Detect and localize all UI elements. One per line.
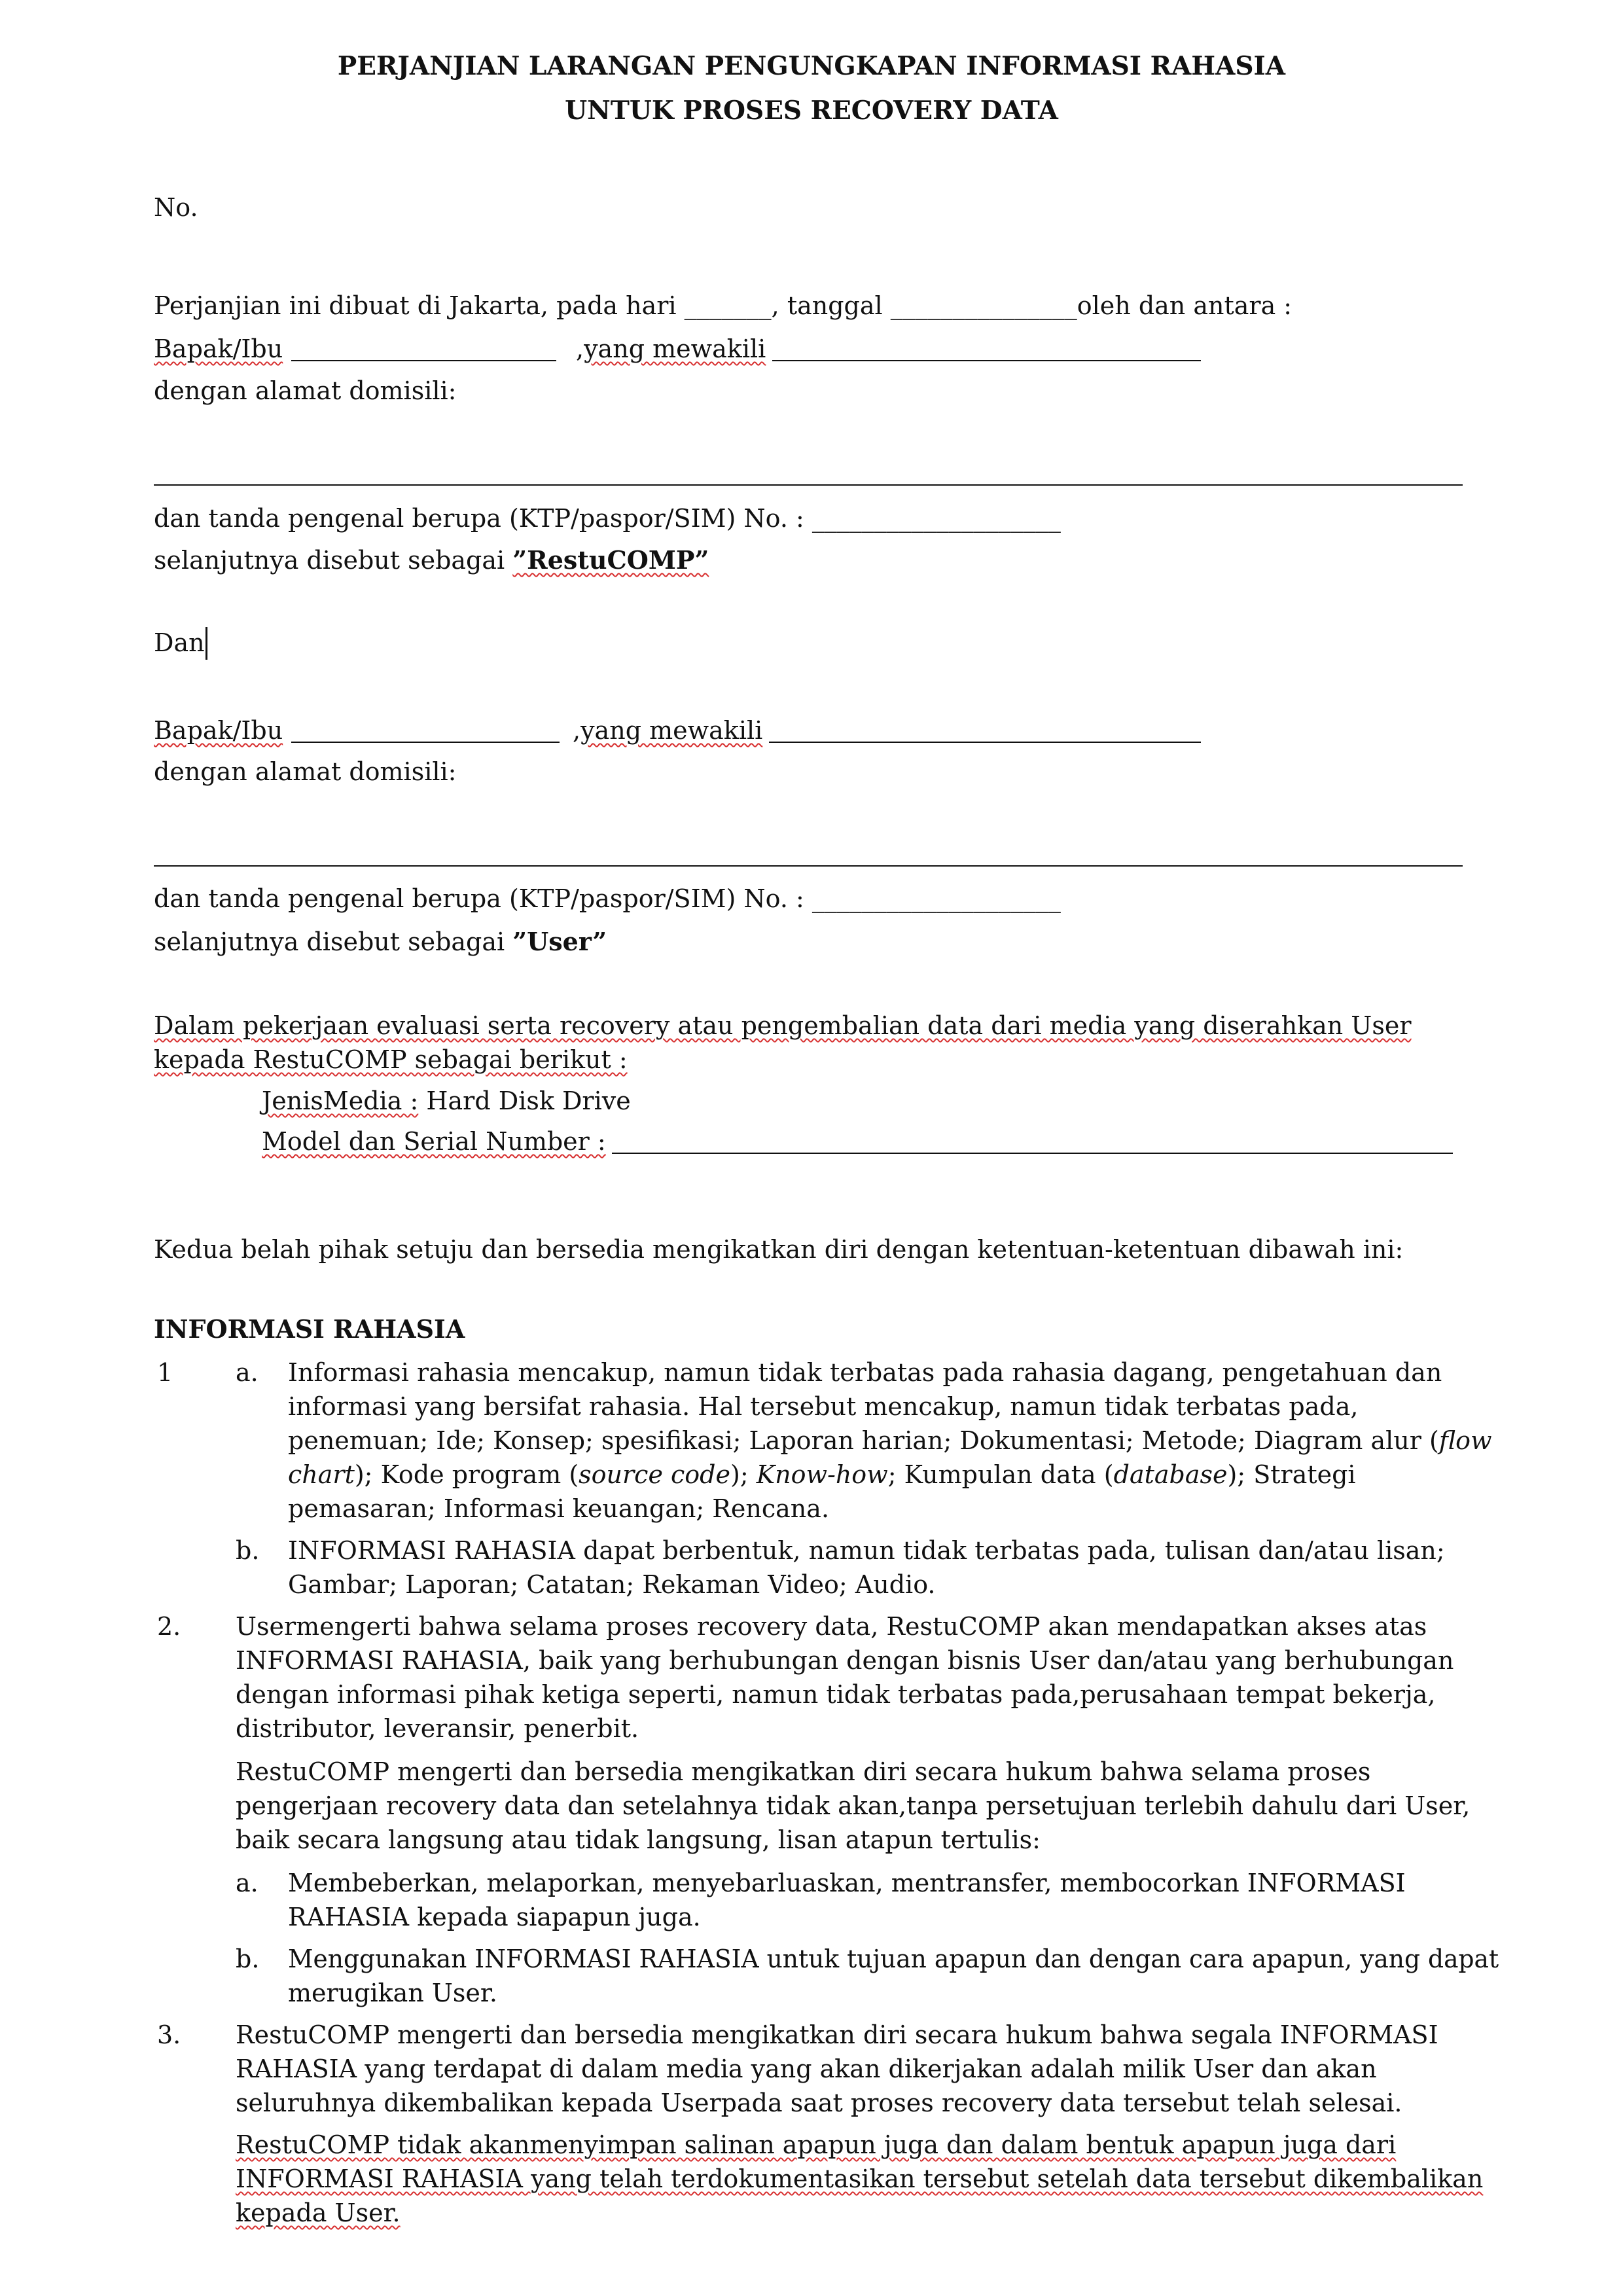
party2-designation: selanjutnya disebut sebagai ”User” <box>154 927 607 956</box>
clause1-b-label: b. <box>236 1536 260 1565</box>
party2-bapak-ibu-label: Bapak/Ibu <box>154 716 283 745</box>
clause3-p1-line-3: seluruhnya dikembalikan kepada Userpada saat proses recovery data tersebut telah selesai. <box>236 2089 1402 2117</box>
clause3-p1-line-1: RestuCOMP mengerti dan bersedia mengikatkan diri secara hukum bahwa segala INFORMASI <box>236 2020 1438 2049</box>
party2-name-blank[interactable] <box>291 742 560 743</box>
clause2-p1-line-1: Usermengerti bahwa selama proses recovery data, RestuCOMP akan mendapatkan akses atas <box>236 1612 1427 1641</box>
document-title-line-2: UNTUK PROSES RECOVERY DATA <box>565 96 1058 126</box>
clause2-p2-line-3: baik secara langsung atau tidak langsung, lisan atapun tertulis: <box>236 1825 1041 1854</box>
clause1-a-line-2: informasi yang bersifat rahasia. Hal tersebut mencakup, namun tidak terbatas pada, <box>288 1392 1359 1421</box>
party2-represents-blank[interactable] <box>769 742 1201 743</box>
media-intro-line-2: kepada RestuCOMP sebagai berikut : <box>154 1045 628 1074</box>
clause1-number: 1 <box>157 1358 173 1387</box>
party1-name-blank[interactable] <box>291 360 556 361</box>
clause2-a-label: a. <box>236 1869 259 1897</box>
media-model-serial-label: Model dan Serial Number : <box>262 1127 606 1156</box>
clause3-p2-line-3: kepada User. <box>236 2198 401 2227</box>
party2-address-blank[interactable] <box>154 865 1463 867</box>
clause3-p1-line-2: RAHASIA yang terdapat di dalam media yang akan dikerjakan adalah milik User dan akan <box>236 2054 1377 2083</box>
clause2-b-line-1: Menggunakan INFORMASI RAHASIA untuk tujuan apapun dan dengan cara apapun, yang dapat <box>288 1945 1499 1973</box>
clause2-number: 2. <box>157 1612 181 1641</box>
dan-separator: Dan <box>154 628 205 657</box>
clause2-p2-line-1: RestuCOMP mengerti dan bersedia mengikatkan diri secara hukum bahwa selama proses <box>236 1757 1371 1786</box>
media-intro-line-1: Dalam pekerjaan evaluasi serta recovery atau pengembalian data dari media yang diserahkan User <box>154 1011 1412 1040</box>
clause3-number: 3. <box>157 2020 181 2049</box>
party1-represents-label: ,yang mewakili <box>576 334 766 363</box>
party1-address-label: dengan alamat domisili: <box>154 376 457 405</box>
party1-id-line: dan tanda pengenal berupa (KTP/paspor/SIM) No. : ____________________ <box>154 504 1061 533</box>
clause2-a-line-2: RAHASIA kepada siapapun juga. <box>288 1903 701 1931</box>
clause2-p1-line-3: dengan informasi pihak ketiga seperti, namun tidak terbatas pada,perusahaan tempat bekerja, <box>236 1680 1436 1709</box>
party2-represents-label: ,yang mewakili <box>573 716 763 745</box>
agreement-line: Kedua belah pihak setuju dan bersedia mengikatkan diri dengan ketentuan-ketentuan dibawah ini: <box>154 1235 1404 1264</box>
text-cursor <box>205 627 207 660</box>
party2-address-label: dengan alamat domisili: <box>154 757 457 786</box>
party1-address-blank[interactable] <box>154 484 1463 486</box>
clause2-b-line-2: merugikan User. <box>288 1979 497 2007</box>
clause3-p2-line-1: RestuCOMP tidak akanmenyimpan salinan apapun juga dan dalam bentuk apapun juga dari <box>236 2130 1397 2159</box>
media-model-serial-blank[interactable] <box>612 1153 1453 1154</box>
clause1-b-line-1: INFORMASI RAHASIA dapat berbentuk, namun tidak terbatas pada, tulisan dan/atau lisan; <box>288 1536 1445 1565</box>
clause1-a-line-1: Informasi rahasia mencakup, namun tidak terbatas pada rahasia dagang, pengetahuan dan <box>288 1358 1442 1387</box>
clause2-p1-line-4: distributor, leveransir, penerbit. <box>236 1714 639 1743</box>
clause3-p2-line-2: INFORMASI RAHASIA yang telah terdokumentasikan tersebut setelah data tersebut dikembalikan <box>236 2164 1484 2193</box>
clause1-a-line-5: pemasaran; Informasi keuangan; Rencana. <box>288 1494 830 1523</box>
clause1-a-label: a. <box>236 1358 259 1387</box>
number-label: No. <box>154 193 198 222</box>
intro-made-in: Perjanjian ini dibuat di Jakarta, pada hari _______, tanggal _______________oleh dan antara : <box>154 291 1293 320</box>
clause2-p2-line-2: pengerjaan recovery data dan setelahnya tidak akan,tanpa persetujuan terlebih dahulu dari User, <box>236 1791 1471 1820</box>
section-heading: INFORMASI RAHASIA <box>154 1314 465 1344</box>
party1-represents-blank[interactable] <box>772 360 1201 361</box>
clause1-a-line-3: penemuan; Ide; Konsep; spesifikasi; Laporan harian; Dokumentasi; Metode; Diagram alur (flow <box>288 1426 1492 1455</box>
clause2-b-label: b. <box>236 1945 260 1973</box>
media-type: JenisMedia : Hard Disk Drive <box>262 1086 631 1115</box>
party1-designation: selanjutnya disebut sebagai ”RestuCOMP” <box>154 545 709 575</box>
party2-id-line: dan tanda pengenal berupa (KTP/paspor/SIM) No. : ____________________ <box>154 884 1061 913</box>
document-title-line-1: PERJANJIAN LARANGAN PENGUNGKAPAN INFORMASI RAHASIA <box>337 51 1286 81</box>
clause1-a-line-4: chart); Kode program (source code); Know-how; Kumpulan data (database); Strategi <box>288 1460 1356 1489</box>
clause2-a-line-1: Membeberkan, melaporkan, menyebarluaskan, mentransfer, membocorkan INFORMASI <box>288 1869 1406 1897</box>
clause2-p1-line-2: INFORMASI RAHASIA, baik yang berhubungan dengan bisnis User dan/atau yang berhubungan <box>236 1646 1454 1675</box>
clause1-b-line-2: Gambar; Laporan; Catatan; Rekaman Video; Audio. <box>288 1570 936 1599</box>
party1-bapak-ibu-label: Bapak/Ibu <box>154 334 283 363</box>
